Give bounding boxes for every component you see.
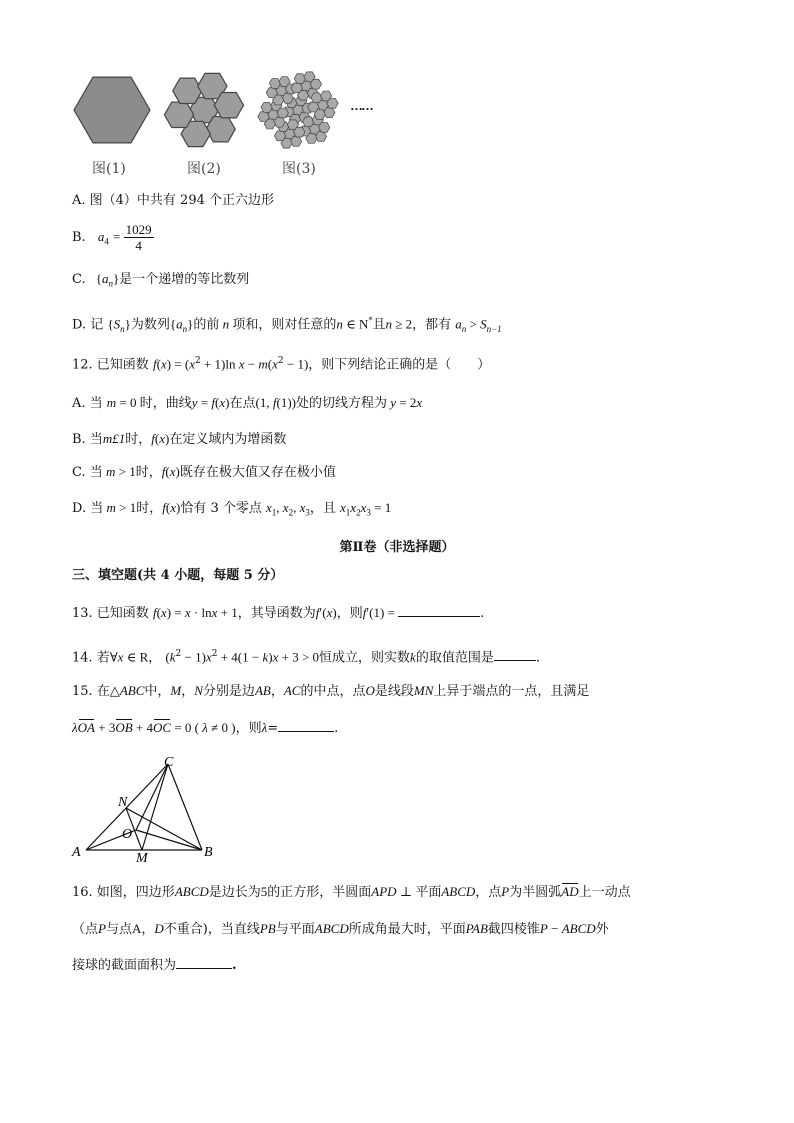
- q11-option-c: C. $\{a_n\}$是一个递增的等比数列: [72, 271, 250, 289]
- hexagon-figure-1: [74, 77, 150, 143]
- q15-answer-blank[interactable]: [278, 718, 334, 732]
- figure-label-1: 图(1): [92, 161, 126, 177]
- q14: 14. 若∀x ∈ R， $(k^2 - 1)x^2 + 4(1 - k)x + 3 > 0$恒成立，则实数k的取值范围是 .: [72, 649, 540, 666]
- q15-line-1: 15. 在△ABC中，M，N分别是边AB，AC的中点，点O是线段MN上异于端点的一点，且满足: [72, 683, 590, 699]
- q16-answer-blank[interactable]: [176, 955, 232, 969]
- label-C: C: [164, 755, 174, 770]
- triangle-figure: [64, 750, 224, 870]
- label-N: N: [118, 795, 128, 810]
- figure-label-3: 图(3): [282, 161, 316, 177]
- hexagon-shape: [311, 93, 322, 103]
- q16-line-1: 16. 如图，四边形ABCD是边长为5的正方形，半圆面APD ⊥ 平面ABCD，点P为半圆弧AD上一动点: [72, 884, 631, 900]
- hexagon-shape: [315, 132, 326, 142]
- q11-option-a: A. 图（4）中共有 294 个正六边形: [72, 193, 275, 208]
- section-heading: 三、填空题(共 4 小题，每题 5 分）: [72, 568, 284, 583]
- hexagon-figure-2: [164, 73, 243, 146]
- hexagon-shape: [319, 122, 330, 132]
- figure-ellipsis: ……: [350, 98, 372, 113]
- segment-NB: [126, 808, 202, 850]
- q12-stem: 12. 已知函数 $f(x) = (x^2 + 1)\ln$ $x - m(x^2 - 1)$，则下列结论正确的是（ ）: [72, 356, 491, 373]
- section-title: 第Ⅱ卷（非选择题）: [339, 540, 455, 555]
- q12-option-c: C. 当 m > 1时，f(x)既存在极大值又存在极小值: [72, 464, 336, 480]
- segment-BC: [168, 764, 202, 850]
- hexagon-shape: [282, 93, 293, 103]
- hexagon-shape: [266, 88, 277, 98]
- q16-line-2: （点P与点A，D不重合)，当直线PB与平面ABCD所成角最大时，平面PAB截四棱锥P − ABCD外: [72, 921, 609, 937]
- figure-label-2: 图(2): [187, 161, 221, 177]
- hexagon-shape: [310, 79, 321, 89]
- segment-OB: [136, 830, 202, 850]
- hexagon-shape: [269, 79, 280, 89]
- q11-option-d: D. 记 $\{S_n\}$为数列$\{a_n\}$的前 n 项和，则对任意的n ∈ N*且n ≥ 2，都有 $a_n > S_{n-1}$: [72, 316, 502, 334]
- hexagon-shape: [308, 102, 319, 112]
- label-M: M: [136, 851, 148, 866]
- hexagon-shape: [294, 74, 305, 84]
- hexagon-shape: [324, 108, 335, 118]
- q14-answer-blank[interactable]: [494, 647, 536, 661]
- hexagon-shape: [258, 112, 269, 122]
- hexagon-shape: [74, 77, 150, 143]
- q12-option-d: D. 当 m > 1时，f(x)恰有 3 个零点 $x_1$, $x_2$, $x_3$，且 $x_1x_2x_3 = 1$: [72, 500, 392, 518]
- fraction-1029-4: $\frac{1029}{4}$: [125, 222, 152, 253]
- q15-line-2: λOA + 3OB + 4OC = 0 ( λ ≠ 0 )，则λ= .: [72, 720, 339, 736]
- segment-OC: [136, 764, 168, 830]
- hexagon-shape: [291, 83, 302, 93]
- q16-line-3: 接球的截面面积为 .: [72, 955, 237, 975]
- hexagon-figure-3: [258, 72, 338, 148]
- hexagon-shape: [303, 117, 314, 127]
- hexagon-shape: [294, 127, 305, 137]
- label-A: A: [72, 845, 81, 860]
- hexagon-shape: [274, 131, 285, 141]
- hexagon-shape: [277, 108, 288, 118]
- q12-option-a: A. 当 m = 0 时，曲线y = f(x)在点(1, f(1))处的切线方程为 y = 2x: [72, 395, 423, 411]
- q11-option-b: B. $a_4$ = $\frac{1029}{4}$: [72, 222, 152, 253]
- hexagon-shape: [274, 117, 285, 127]
- q13-answer-blank[interactable]: [398, 603, 480, 617]
- hexagon-shape: [261, 103, 272, 113]
- label-O: O: [122, 827, 133, 842]
- hexagon-shape: [290, 136, 301, 146]
- q12-option-b: B. 当m£1时，f(x)在定义域内为增函数: [72, 431, 287, 447]
- q13: 13. 已知函数 f(x) = x · lnx + 1，其导函数为f′(x)，则f′(1) = .: [72, 605, 485, 621]
- label-B: B: [204, 845, 213, 860]
- hexagon-shape: [327, 98, 338, 108]
